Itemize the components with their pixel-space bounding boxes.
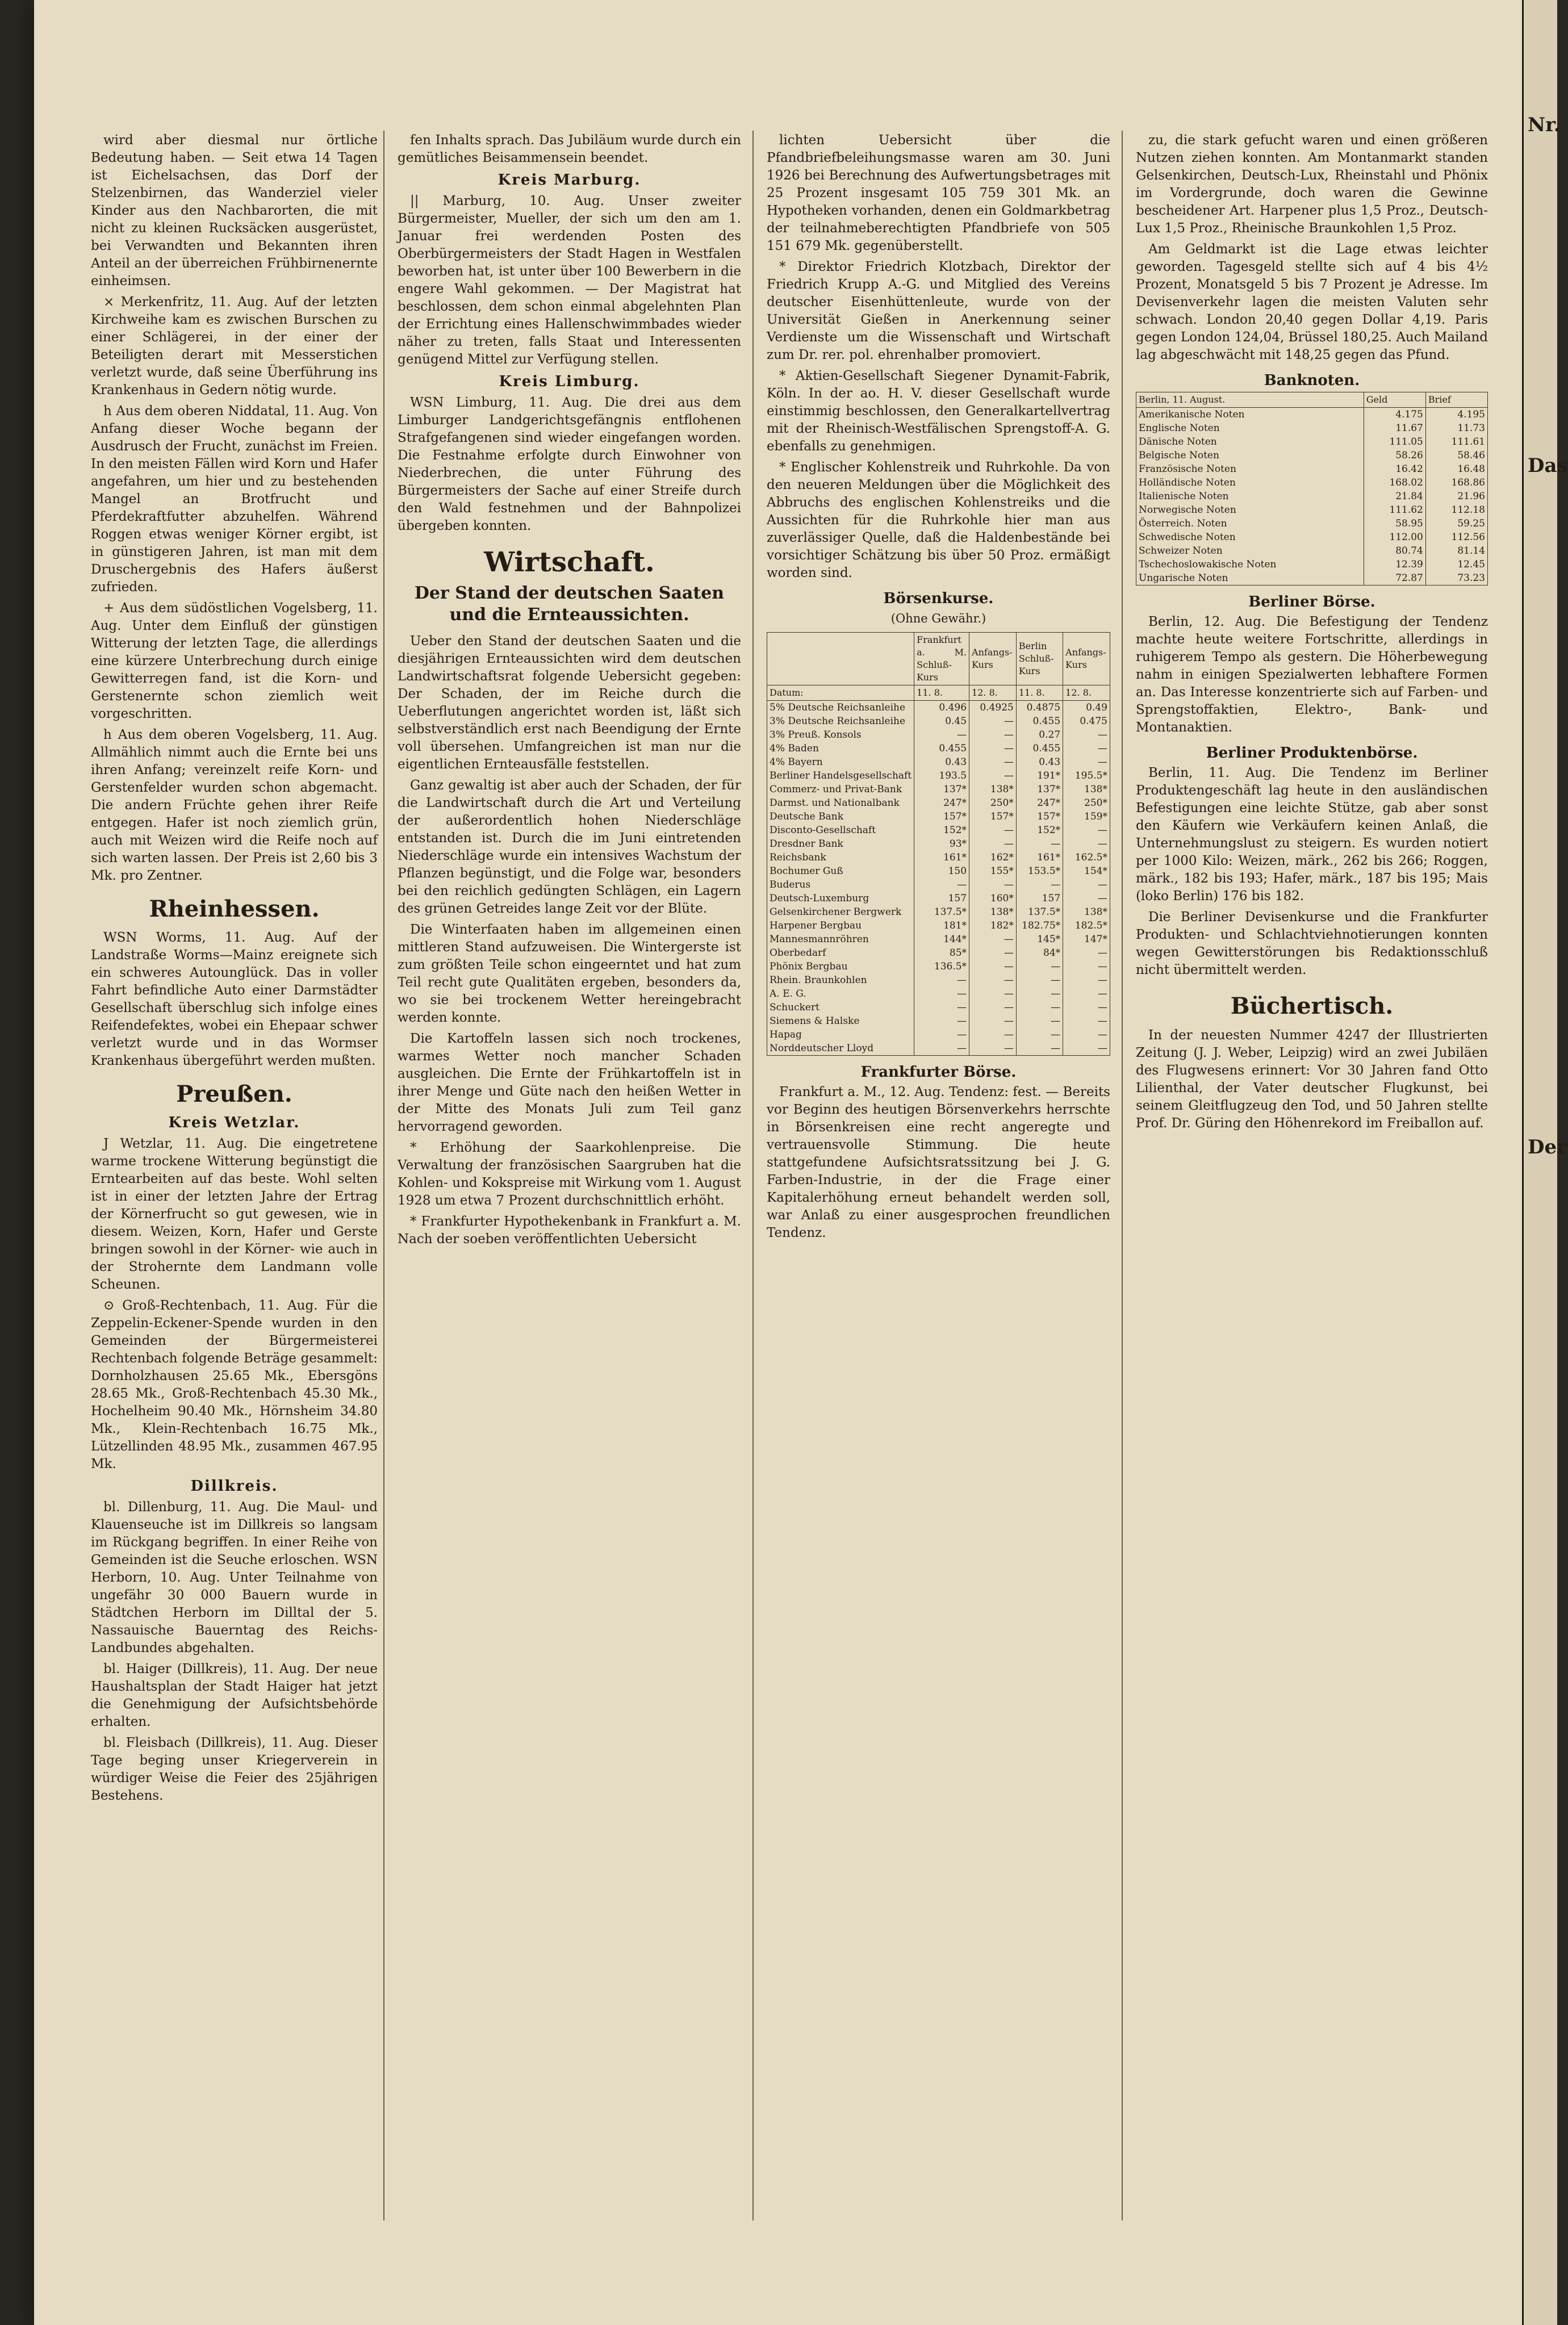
quote-value: 152*: [1016, 823, 1063, 837]
currency-name: Schwedische Noten: [1136, 530, 1364, 544]
news-paragraph: WSN Worms, 11. Aug. Auf der Landstraße Worms—Mainz ereignete sich ein schweres Autounglück. Das in voller Fahrt befindliche Auto einer Darmstädter Gesellschaft überschlug sich infolge eines Reifendefektes, wobei ein Ehepaar schwer verletzt wurde und in das Wormser Krankenhaus übergeführt werden mußten.: [91, 930, 378, 1068]
table-header-cell: Berlin Schluß-Kurs: [1016, 633, 1063, 685]
quote-value: 182.5*: [1063, 919, 1110, 932]
quote-value: 150: [914, 864, 969, 878]
produce-exchange-heading: Berliner Produktenbörse.: [1206, 745, 1418, 762]
security-name: Deutsch-Luxemburg: [767, 892, 914, 905]
quote-value: —: [1063, 973, 1110, 987]
security-name: Bochumer Guß: [767, 864, 914, 878]
frankfurt-exchange-heading: Frankfurter Börse.: [860, 1064, 1017, 1081]
quote-value: 138*: [969, 783, 1017, 796]
quote-value: 0.43: [1016, 755, 1063, 769]
security-name: Gelsenkirchener Bergwerk: [767, 905, 914, 919]
security-name: Berliner Handelsgesellschaft: [767, 769, 914, 783]
table-row: [767, 755, 1110, 769]
news-paragraph: bl. Fleisbach (Dillkreis), 11. Aug. Dieser Tage beging unser Kriegerverein in würdiger Weise die Feier des 25jährigen Bestehens.: [91, 1736, 378, 1803]
table-header-cell: Brief: [1425, 392, 1487, 408]
quote-value: —: [1016, 1001, 1063, 1014]
news-paragraph: bl. Haiger (Dillkreis), 11. Aug. Der neue Haushaltsplan der Stadt Haiger hat jetzt die Genehmigung der Aufsichtsbehörde erhalten.: [91, 1662, 378, 1729]
quote-value: 154*: [1063, 864, 1110, 878]
table-row: [1136, 490, 1488, 503]
news-paragraph: zu, die stark gefucht waren und einen größeren Nutzen ziehen konnten. Am Montanmarkt standen Gelsenkirchen, Deutsch-Lux, Rheinstahl und Phönix im Vordergrunde, doch waren die Gewinne bescheidener Art. Harpener plus 1,5 Proz., Deutsch-Lux 1,5 Proz., Rheinische Braunkohlen 1,5 Proz.: [1136, 133, 1488, 236]
column-1: [91, 132, 378, 2216]
rate-value: 112.18: [1425, 503, 1487, 517]
stock-table-subtitle: (Ohne Gewähr.): [890, 612, 986, 625]
quote-value: —: [914, 1042, 969, 1056]
quote-value: 250*: [1063, 796, 1110, 810]
district-heading-limburg: Kreis Limburg.: [499, 373, 640, 390]
quote-value: 157*: [969, 810, 1017, 823]
quote-value: 0.455: [1016, 714, 1063, 728]
quote-value: 0.43: [914, 755, 969, 769]
quote-value: —: [969, 1042, 1017, 1056]
quote-value: —: [1016, 837, 1063, 851]
news-paragraph: WSN Limburg, 11. Aug. Die drei aus dem Limburger Landgerichtsgefängnis entflohenen Strafgefangenen sind wieder eingefangen worden. Die Festnahme erfolgte durch Einwohner von Niederbrechen, die unter Führung des Bürgermeisters der Sache auf einer Streife durch den Wald festnehmen und der Bahnpolizei übergeben konnten.: [398, 395, 741, 533]
table-row: [1136, 435, 1488, 449]
berlin-exchange-heading: Berliner Börse.: [1248, 593, 1375, 610]
quote-value: —: [1016, 1014, 1063, 1028]
table-row: [767, 932, 1110, 946]
rate-value: 12.45: [1425, 558, 1487, 571]
column-rule: [383, 131, 384, 2221]
quote-value: —: [1016, 878, 1063, 892]
news-paragraph: bl. Dillenburg, 11. Aug. Die Maul- und Klauenseuche ist im Dillkreis so langsam im Rückgang begriffen. In einer Reihe von Gemeinden ist die Seuche erloschen. WSN Herborn, 10. Aug. Unter Teilnahme von ungefähr 30 000 Bauern wurde in Städtchen Herborn im Dilltal der 5. Nassauische Bauerntag des Reichs-Landbundes abgehalten.: [91, 1500, 378, 1655]
table-date-cell: Datum:: [767, 685, 914, 701]
quote-value: 84*: [1016, 946, 1063, 960]
table-row: [767, 837, 1110, 851]
quote-value: —: [914, 1001, 969, 1014]
quote-value: 136.5*: [914, 960, 969, 973]
quote-value: —: [969, 932, 1017, 946]
quote-value: —: [969, 823, 1017, 837]
rate-value: 4.195: [1425, 408, 1487, 422]
table-header-cell: Frankfurt a. M. Schluß-Kurs: [914, 633, 969, 685]
quote-value: 161*: [914, 851, 969, 864]
adjacent-page-fragment: Nr.: [1528, 114, 1561, 136]
quote-value: 182.75*: [1016, 919, 1063, 932]
quote-value: —: [1063, 960, 1110, 973]
table-row: [767, 701, 1110, 715]
quote-value: 191*: [1016, 769, 1063, 783]
rate-value: 21.84: [1364, 490, 1425, 503]
quote-value: —: [969, 946, 1017, 960]
rate-value: 58.26: [1364, 449, 1425, 462]
rate-value: 111.61: [1425, 435, 1487, 449]
quote-value: 0.27: [1016, 728, 1063, 742]
quote-value: 157*: [914, 810, 969, 823]
table-header-cell: Berlin, 11. August.: [1136, 392, 1364, 408]
security-name: Siemens & Halske: [767, 1014, 914, 1028]
quote-value: —: [1016, 987, 1063, 1001]
quote-value: 137*: [914, 783, 969, 796]
table-row: [767, 946, 1110, 960]
quote-value: 137*: [1016, 783, 1063, 796]
security-name: Commerz- und Privat-Bank: [767, 783, 914, 796]
currency-name: Schweizer Noten: [1136, 544, 1364, 558]
table-row: [767, 742, 1110, 755]
table-row: [767, 728, 1110, 742]
security-name: 4% Bayern: [767, 755, 914, 769]
district-heading-wetzlar: Kreis Wetzlar.: [168, 1114, 300, 1131]
quote-value: 162.5*: [1063, 851, 1110, 864]
rate-value: 81.14: [1425, 544, 1487, 558]
table-row: [767, 1014, 1110, 1028]
table-row: [767, 864, 1110, 878]
quote-value: —: [1016, 960, 1063, 973]
quote-value: 0.4875: [1016, 701, 1063, 715]
quote-value: —: [969, 769, 1017, 783]
table-row: [767, 878, 1110, 892]
security-name: Buderus: [767, 878, 914, 892]
news-paragraph: * Erhöhung der Saarkohlenpreise. Die Verwaltung der französischen Saargruben hat die Kohlen- und Kokspreise mit Wirkung vom 1. August 1928 um etwa 7 Prozent durchschnittlich erhöht.: [398, 1140, 741, 1208]
table-header-cell: Anfangs-Kurs: [969, 633, 1017, 685]
rate-value: 168.86: [1425, 476, 1487, 490]
news-paragraph: × Merkenfritz, 11. Aug. Auf der letzten Kirchweihe kam es zwischen Burschen zu einer Schlägerei, in der einer der Beteiligten derart mit Messerstichen verletzt wurde, daß seine Überführung ins Krankenhaus in Gedern nötig wurde.: [91, 295, 378, 398]
currency-name: Norwegische Noten: [1136, 503, 1364, 517]
currency-name: Tschechoslowakische Noten: [1136, 558, 1364, 571]
quote-value: 0.49: [1063, 701, 1110, 715]
table-row: [767, 919, 1110, 932]
rate-value: 111.05: [1364, 435, 1425, 449]
news-paragraph: In der neuesten Nummer 4247 der Illustrierten Zeitung (J. J. Weber, Leipzig) wird an zwei Jubiläen des Flugwesens erinnert: Vor 30 Jahren fand Otto Lilienthal, der Vater deutscher Flugkunst, bei seinem Gleitflugzeug den Tod, und 50 Jahren stellte Prof. Dr. Güring den Höhenrekord im Freiballon auf.: [1136, 1028, 1488, 1131]
quote-value: —: [1063, 823, 1110, 837]
security-name: Schuckert: [767, 1001, 914, 1014]
quote-value: —: [1063, 728, 1110, 742]
news-paragraph: fen Inhalts sprach. Das Jubiläum wurde durch ein gemütliches Beisammensein beendet.: [398, 133, 741, 165]
security-name: Deutsche Bank: [767, 810, 914, 823]
table-row: [1136, 408, 1488, 422]
region-heading-rheinhessen: Rheinhessen.: [149, 896, 320, 922]
quote-value: —: [914, 728, 969, 742]
quote-value: —: [969, 742, 1017, 755]
news-paragraph: + Aus dem südöstlichen Vogelsberg, 11. Aug. Unter dem Einfluß der günstigen Witterung der letzten Tage, die allerdings eine kürzere Unterbrechung durch einige Gewitterregen fand, ist die Korn- und Gerstenernte schon ziemlich weit vorgeschritten.: [91, 601, 378, 721]
table-row: [767, 1001, 1110, 1014]
news-paragraph: * Aktien-Gesellschaft Siegener Dynamit-Fabrik, Köln. In der ao. H. V. dieser Gesellschaft wurde einstimmig beschlossen, den Generalkartellvertrag mit der Rheinisch-Westfälischen Sprengstoff-A. G. ebenfalls zu genehmigen.: [767, 369, 1110, 454]
quote-value: —: [969, 755, 1017, 769]
quote-value: 155*: [969, 864, 1017, 878]
table-row: [767, 769, 1110, 783]
rate-value: 59.25: [1425, 517, 1487, 530]
currency-name: Belgische Noten: [1136, 449, 1364, 462]
currency-name: Französische Noten: [1136, 462, 1364, 476]
security-name: Norddeutscher Lloyd: [767, 1042, 914, 1056]
news-paragraph: Berlin, 12. Aug. Die Befestigung der Tendenz machte heute weitere Fortschritte, allerdings in ruhigerem Tempo als gestern. Die Höherbewegung nahm in einigen Spezialwerten lebhaftere Formen an. Das Interesse konzentrierte sich auf Farben- und Sprengstoffaktien, Elektro-, Bank- und Montanaktien.: [1136, 614, 1488, 735]
column-3: [767, 132, 1110, 2216]
table-row: [767, 1028, 1110, 1042]
column-2: [398, 132, 741, 2216]
security-name: A. E. G.: [767, 987, 914, 1001]
rate-value: 111.62: [1364, 503, 1425, 517]
rate-value: 72.87: [1364, 571, 1425, 586]
security-name: Phönix Bergbau: [767, 960, 914, 973]
news-paragraph: ⊙ Groß-Rechtenbach, 11. Aug. Für die Zeppelin-Eckener-Spende wurden in den Gemeinden der Bürgermeisterei Rechtenbach folgende Beträge gesammelt: Dornholzhausen 25.65 Mk., Ebersgöns 28.65 Mk., Groß-Rechtenbach 45.30 Mk., Hochelheim 90.40 Mk., Hörnsheim 34.80 Mk., Klein-Rechtenbach 16.75 Mk., Lützellinden 48.95 Mk., zusammen 467.95 Mk.: [91, 1298, 378, 1471]
rate-value: 16.48: [1425, 462, 1487, 476]
security-name: Hapag: [767, 1028, 914, 1042]
table-date-cell: 12. 8.: [969, 685, 1017, 701]
quote-value: 195.5*: [1063, 769, 1110, 783]
security-name: Mannesmannröhren: [767, 932, 914, 946]
table-row: [767, 960, 1110, 973]
quote-value: 193.5: [914, 769, 969, 783]
rate-value: 58.95: [1364, 517, 1425, 530]
table-row: [1136, 503, 1488, 517]
security-name: 4% Baden: [767, 742, 914, 755]
rate-value: 80.74: [1364, 544, 1425, 558]
news-paragraph: J Wetzlar, 11. Aug. Die eingetretene warme trockene Witterung begünstigt die Erntearbeiten auf das beste. Wohl selten ist in einer der letzten Jahre der Ertrag der Körnerfrucht so gut gewesen, wie in diesem. Weizen, Korn, Hafer und Gerste bringen sowohl in der Körner- wie auch in der Strohernte dem Landmann volle Scheunen.: [91, 1136, 378, 1292]
table-header-cell: Anfangs-Kurs: [1063, 633, 1110, 685]
table-row: [767, 987, 1110, 1001]
table-row: [1136, 449, 1488, 462]
news-paragraph: h Aus dem oberen Niddatal, 11. Aug. Von Anfang dieser Woche begann der Ausdrusch der Frucht, zunächst im Freien. In den meisten Fällen wird Korn und Hafer angefahren, um hier und zu bestehenden Mangel an Brotfrucht und Pferdekraftfutter abzuhelfen. Während Roggen etwas weniger Körner ergibt, ist in günstigeren Jahren, ist man mit dem Druschergebnis des Hafers äußerst zufrieden.: [91, 404, 378, 595]
quote-value: 152*: [914, 823, 969, 837]
table-date-cell: 12. 8.: [1063, 685, 1110, 701]
quote-value: —: [969, 973, 1017, 987]
table-row: [1136, 544, 1488, 558]
quote-value: —: [1063, 1042, 1110, 1056]
currency-name: Italienische Noten: [1136, 490, 1364, 503]
table-row: [767, 714, 1110, 728]
news-paragraph: Berlin, 11. Aug. Die Tendenz im Berliner Produktengeschäft lag heute in den ausländischen Befestigungen eine leichte Stütze, gab aber sonst den Käufern wie Verkäufern keinen Anlaß, die Unternehmungslust zu steigern. Es wurden notiert per 1000 Kilo: Weizen, märk., 262 bis 266; Roggen, märk., 182 bis 193; Hafer, märk., 187 bis 195; Mais (loko Berlin) 176 bis 182.: [1136, 766, 1488, 904]
stock-table-title: Börsenkurse.: [883, 590, 994, 607]
quote-value: —: [1063, 987, 1110, 1001]
table-row: [767, 823, 1110, 837]
table-header-cell: Geld: [1364, 392, 1425, 408]
quote-value: —: [969, 714, 1017, 728]
quote-value: 0.455: [914, 742, 969, 755]
quote-value: 181*: [914, 919, 969, 932]
security-name: Darmst. und Nationalbank: [767, 796, 914, 810]
rate-value: 11.73: [1425, 421, 1487, 435]
rate-value: 12.39: [1364, 558, 1425, 571]
rate-value: 16.42: [1364, 462, 1425, 476]
quote-value: 0.496: [914, 701, 969, 715]
quote-value: 138*: [969, 905, 1017, 919]
security-name: Reichsbank: [767, 851, 914, 864]
security-name: 5% Deutsche Reichsanleihe: [767, 701, 914, 715]
quote-value: —: [1063, 1001, 1110, 1014]
quote-value: 159*: [1063, 810, 1110, 823]
quote-value: 85*: [914, 946, 969, 960]
rate-value: 58.46: [1425, 449, 1487, 462]
quote-value: 161*: [1016, 851, 1063, 864]
rate-value: 11.67: [1364, 421, 1425, 435]
quote-value: —: [1016, 973, 1063, 987]
article-paragraph: Ganz gewaltig ist aber auch der Schaden, der für die Landwirtschaft durch die Art und Verteilung der außerordentlich hohen Niederschläge entstanden ist. Durch die im Juni eintretenden Niederschläge wurde ein intensives Wachstum der Pflanzen begünstigt, und die Folge war, besonders bei den reichlich gedüngten Schlägen, ein Lagern des grünen Getreides lange Zeit vor der Blüte.: [398, 778, 741, 916]
quote-value: 153.5*: [1016, 864, 1063, 878]
security-name: Harpener Bergbau: [767, 919, 914, 932]
table-row: [767, 851, 1110, 864]
currency-name: Ungarische Noten: [1136, 571, 1364, 586]
column-rule: [752, 131, 754, 2221]
table-row: [767, 973, 1110, 987]
quote-value: —: [1016, 1042, 1063, 1056]
quote-value: —: [969, 1001, 1017, 1014]
currency-name: Dänische Noten: [1136, 435, 1364, 449]
quote-value: —: [969, 1028, 1017, 1042]
quote-value: —: [969, 878, 1017, 892]
quote-value: 147*: [1063, 932, 1110, 946]
quote-value: —: [1063, 1014, 1110, 1028]
news-paragraph: Am Geldmarkt ist die Lage etwas leichter geworden. Tagesgeld stellte sich auf 4 bis 4½ Prozent, Monatsgeld 5 bis 7 Prozent je Adresse. Im Devisenverkehr lagen die meisten Valuten sehr schwach. London 20,40 gegen Dollar 4,19. Paris gegen London 124,04, Brüssel 180,25. Auch Mailand lag abgeschwächt mit 148,25 gegen das Pfund.: [1136, 242, 1488, 362]
quote-value: 137.5*: [914, 905, 969, 919]
security-name: Disconto-Gesellschaft: [767, 823, 914, 837]
adjacent-page-edge: [1522, 0, 1557, 2325]
quote-value: 182*: [969, 919, 1017, 932]
news-paragraph: * Direktor Friedrich Klotzbach, Direktor der Friedrich Krupp A.-G. und Mitglied des Vereins deutscher Eisenhüttenleute, wurde von der Universität Gießen in Anerkennung seiner Verdienste um die Wissenschaft und Wirtschaft zum Dr. rer. pol. ehrenhalber promoviert.: [767, 260, 1110, 362]
table-row: [1136, 571, 1488, 586]
currency-name: Österreich. Noten: [1136, 517, 1364, 530]
quote-value: 0.455: [1016, 742, 1063, 755]
rate-value: 112.00: [1364, 530, 1425, 544]
quote-value: 157: [1016, 892, 1063, 905]
news-paragraph: * Frankfurter Hypothekenbank in Frankfurt a. M. Nach der soeben veröffentlichten Uebersicht: [398, 1214, 741, 1247]
rate-value: 4.175: [1364, 408, 1425, 422]
quote-value: —: [1063, 837, 1110, 851]
table-row: [767, 892, 1110, 905]
table-row: [767, 905, 1110, 919]
quote-value: 138*: [1063, 783, 1110, 796]
quote-value: —: [914, 987, 969, 1001]
quote-value: 162*: [969, 851, 1017, 864]
table-row: [1136, 530, 1488, 544]
news-paragraph: Die Berliner Devisenkurse und die Frankfurter Produkten- und Schlachtviehnotierungen konnten wegen Gewitterstörungen bis Redaktionsschluß nicht übermittelt werden.: [1136, 910, 1488, 977]
rate-value: 21.96: [1425, 490, 1487, 503]
table-row: [1136, 476, 1488, 490]
banknotes-table: [1136, 392, 1488, 586]
table-row: [767, 783, 1110, 796]
security-name: 3% Deutsche Reichsanleihe: [767, 714, 914, 728]
article-paragraph: Die Kartoffeln lassen sich noch trockenes, warmes Wetter noch mancher Schaden ausgleichen. Die Ernte der Frühkartoffeln ist in ihrer Menge und Güte nach den heißen Wetter in der Mitte des Monats Juli zum Teil ganz hervorragend geworden.: [398, 1031, 741, 1134]
news-paragraph: wird aber diesmal nur örtliche Bedeutung haben. — Seit etwa 14 Tagen ist Eichelsachsen, das Dorf der Stelzenbirnen, das Wanderziel vieler Kinder aus den Nachbarorten, die mit nicht zu kleinen Rucksäcken ausgerüstet, bei Verwandten und Bekannten ihren Anteil an der überreichen Frühbirnenernte einheimsen.: [91, 133, 378, 288]
quote-value: —: [1063, 892, 1110, 905]
article-title: Der Stand der deutschen Saaten und die Ernteaussichten.: [414, 583, 725, 625]
table-header-cell: [767, 633, 914, 685]
table-row: [1136, 558, 1488, 571]
quote-value: 247*: [914, 796, 969, 810]
quote-value: 0.45: [914, 714, 969, 728]
article-paragraph: Ueber den Stand der deutschen Saaten und die diesjährigen Ernteaussichten wird dem deutschen Landwirtschaftsrat folgende Uebersicht gegeben: Der Schaden, der im Reiche durch die Ueberflutungen angerichtet worden ist, läßt sich selbstverständlich erst nach Beendigung der Ernte voll übersehen. Umfangreichen ist man nur die eigentlichen Ernteausfälle feststellen.: [398, 634, 741, 772]
quote-value: 144*: [914, 932, 969, 946]
quote-value: —: [969, 1014, 1017, 1028]
quote-value: —: [1063, 946, 1110, 960]
table-row: [767, 1042, 1110, 1056]
quote-value: 160*: [969, 892, 1017, 905]
table-row: [767, 796, 1110, 810]
table-date-cell: 11. 8.: [914, 685, 969, 701]
security-name: Rhein. Braunkohlen: [767, 973, 914, 987]
quote-value: —: [969, 728, 1017, 742]
section-heading-wirtschaft: Wirtschaft.: [484, 546, 655, 578]
security-name: Oberbedarf: [767, 946, 914, 960]
table-row: [1136, 421, 1488, 435]
rate-value: 168.02: [1364, 476, 1425, 490]
quote-value: —: [1016, 1028, 1063, 1042]
quote-value: —: [969, 837, 1017, 851]
news-paragraph: h Aus dem oberen Vogelsberg, 11. Aug. Allmählich nimmt auch die Ernte bei uns ihren Anfang; vereinzelt reife Korn- und Gerstenfelder wurden schon abgemacht. Die andern Früchte gehen ihrer Reife entgegen. Hafer ist noch ziemlich grün, auch mit Weizen wird die Reife noch auf sich warten lassen. Der Preis ist 2,60 bis 3 Mk. pro Zentner.: [91, 727, 378, 883]
quote-value: —: [969, 987, 1017, 1001]
newspaper-page: [34, 0, 1522, 2325]
rate-value: 73.23: [1425, 571, 1487, 586]
quote-value: 157: [914, 892, 969, 905]
quote-value: 0.475: [1063, 714, 1110, 728]
column-rule: [1122, 131, 1123, 2221]
quote-value: 138*: [1063, 905, 1110, 919]
quote-value: —: [969, 960, 1017, 973]
adjacent-page-fragment: Das: [1528, 454, 1568, 477]
quote-value: —: [914, 1028, 969, 1042]
quote-value: 0.4925: [969, 701, 1017, 715]
table-date-cell: 11. 8.: [1016, 685, 1063, 701]
banknotes-table-title: Banknoten.: [1264, 372, 1360, 389]
quote-value: 145*: [1016, 932, 1063, 946]
currency-name: Englische Noten: [1136, 421, 1364, 435]
quote-value: 93*: [914, 837, 969, 851]
quote-value: —: [1063, 742, 1110, 755]
quote-value: —: [1063, 755, 1110, 769]
quote-value: —: [1063, 1028, 1110, 1042]
book-section-heading: Büchertisch.: [1230, 993, 1394, 1019]
quote-value: 137.5*: [1016, 905, 1063, 919]
quote-value: 250*: [969, 796, 1017, 810]
currency-name: Amerikanische Noten: [1136, 408, 1364, 422]
table-row: [767, 810, 1110, 823]
district-heading-dillkreis: Dillkreis.: [190, 1478, 278, 1495]
rate-value: 112.56: [1425, 530, 1487, 544]
quote-value: —: [914, 1014, 969, 1028]
stock-quotes-table: [767, 632, 1110, 1056]
currency-name: Holländische Noten: [1136, 476, 1364, 490]
region-heading-preussen: Preußen.: [176, 1081, 292, 1107]
news-paragraph: Frankfurt a. M., 12. Aug. Tendenz: fest. — Bereits vor Beginn des heutigen Börsenverkehrs herrschte in Börsenkreisen eine recht angeregte und vertrauensvolle Stimmung. Die heute stattgefundene Aufsichtsratssitzung bei J. G. Farben-Industrie, in der die Frage einer Kapitalerhöhung erneut behandelt werden soll, war Anlaß zu einer ausgesprochen freundlichen Tendenz.: [767, 1085, 1110, 1240]
quote-value: —: [1063, 878, 1110, 892]
news-paragraph: lichten Uebersicht über die Pfandbriefbeleihungsmasse waren am 30. Juni 1926 bei Berechnung des Aufwertungsbetrages mit 25 Prozent insgesamt 105 759 301 Mk. an Hypotheken vorhanden, denen ein Goldmarkbetrag der teilnahmeberechtigten Pfandbriefe von 505 151 679 Mk. gegenüberstellt.: [767, 133, 1110, 253]
adjacent-page-fragment: Der: [1528, 1136, 1567, 1159]
quote-value: —: [914, 973, 969, 987]
table-row: [1136, 517, 1488, 530]
news-paragraph: * Englischer Kohlenstreik und Ruhrkohle. Da von den neueren Meldungen über die Möglichkeit des Abbruchs des englischen Kohlenstreiks und die Aussichten für die Ruhrkohle hier man aus zuverlässiger Quelle, daß die Haldenbestände bei vorsichtiger Schätzung bis über 50 Proz. ermäßigt worden sind.: [767, 460, 1110, 580]
security-name: Dresdner Bank: [767, 837, 914, 851]
news-paragraph: || Marburg, 10. Aug. Unser zweiter Bürgermeister, Mueller, der sich um den am 1. Januar frei werdenden Posten des Oberbürgermeisters der Stadt Hagen in Westfalen beworben hat, ist unter über 100 Bewerbern in die engere Wahl gekommen. — Der Magistrat hat beschlossen, dem schon einmal abgelehnten Plan der Errichtung eines Hallenschwimmbades wieder näher zu treten, falls Staat und Interessenten genügend Mittel zur Verfügung stellen.: [398, 194, 741, 367]
article-paragraph: Die Winterfaaten haben im allgemeinen einen mittleren Stand aufzuweisen. Die Wintergerste ist zum größten Teile schon eingeerntet und hat zum Teil recht gute Qualitäten ergeben, besonders da, wo sie bei trockenem Wetter hereingebracht werden konnte.: [398, 922, 741, 1025]
quote-value: 247*: [1016, 796, 1063, 810]
table-row: [1136, 462, 1488, 476]
district-heading-marburg: Kreis Marburg.: [497, 172, 641, 189]
security-name: 3% Preuß. Konsols: [767, 728, 914, 742]
quote-value: 157*: [1016, 810, 1063, 823]
quote-value: —: [914, 878, 969, 892]
column-4: [1136, 132, 1488, 2216]
